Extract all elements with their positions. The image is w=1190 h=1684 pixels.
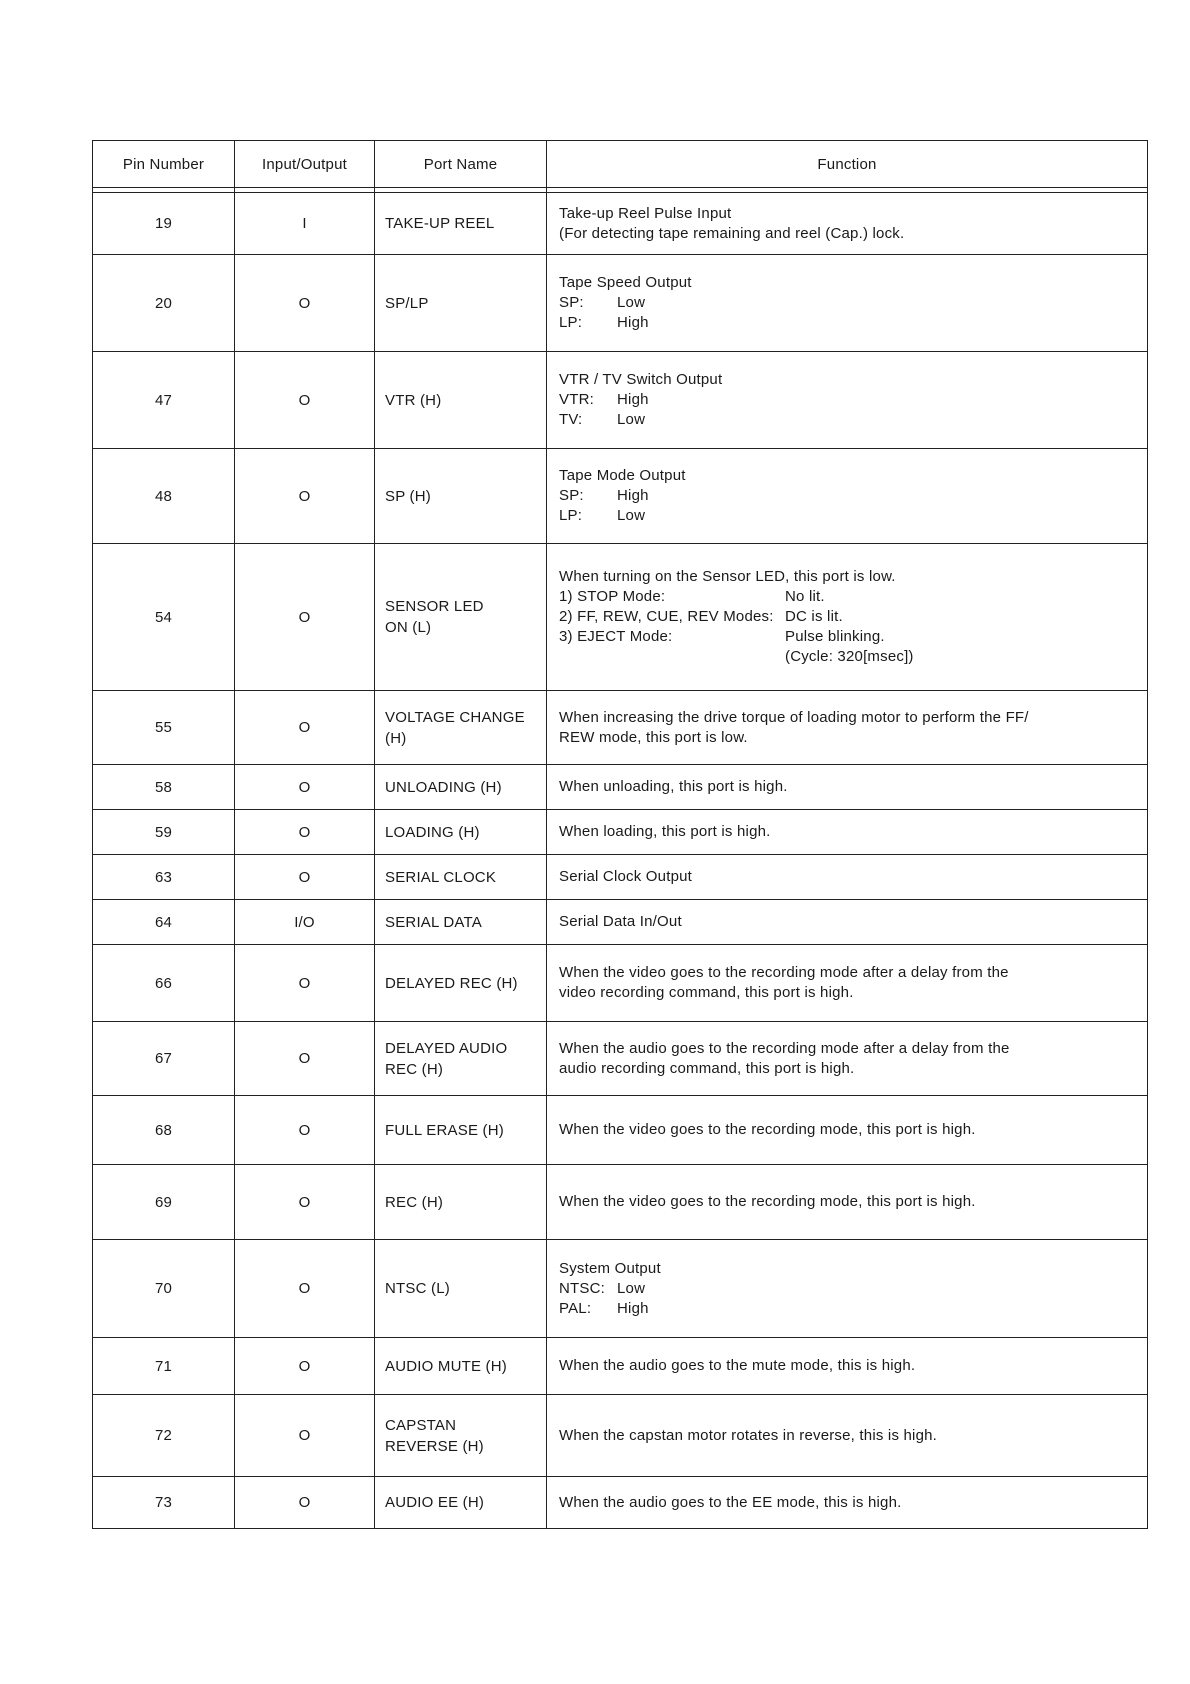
port-name-line: SENSOR LED	[385, 598, 484, 615]
table-row	[93, 449, 1148, 544]
io-type: O	[235, 691, 375, 765]
function-cell	[547, 810, 1148, 855]
function-line: When the capstan motor rotates in reverse, this is high.	[559, 1426, 938, 1444]
pair-key: 1) STOP Mode:	[559, 588, 666, 605]
table-row	[93, 1338, 1148, 1395]
port-name: LOADING (H)	[375, 810, 547, 855]
function-line: Serial Data In/Out	[559, 913, 682, 930]
io-type: O	[235, 352, 375, 449]
port-name: SP (H)	[375, 449, 547, 544]
function-line: When increasing the drive torque of loading motor to perform the FF/	[559, 708, 1029, 726]
function-line: When the audio goes to the recording mode after a delay from the	[559, 1039, 1010, 1057]
table-row	[93, 900, 1148, 945]
port-name: SERIAL CLOCK	[375, 855, 547, 900]
table-row	[93, 544, 1148, 691]
function-title: VTR / TV Switch Output	[559, 371, 723, 388]
header-port-name: Port Name	[375, 141, 547, 188]
io-type: I	[235, 193, 375, 255]
pair-key: VTR:	[559, 391, 594, 408]
table-row	[93, 765, 1148, 810]
table-row	[93, 855, 1148, 900]
pair-value: Low	[617, 507, 646, 524]
function-title: System Output	[559, 1259, 661, 1277]
io-type: O	[235, 855, 375, 900]
pair-value: High	[617, 1299, 649, 1317]
function-line: video recording command, this port is high.	[559, 984, 854, 1001]
io-type: O	[235, 449, 375, 544]
table-row	[93, 255, 1148, 352]
function-line: When the video goes to the recording mode after a delay from the	[559, 964, 1009, 981]
io-type: O	[235, 1022, 375, 1096]
function-pair	[559, 627, 1137, 647]
function-line: When unloading, this port is high.	[559, 778, 788, 795]
function-cell	[547, 449, 1148, 544]
function-line: When the video goes to the recording mode, this port is high.	[559, 1121, 976, 1138]
function-pair	[559, 1299, 1137, 1319]
table-row	[93, 691, 1148, 765]
pair-key: TV:	[559, 411, 583, 428]
table-row	[93, 810, 1148, 855]
function-pair	[559, 293, 1137, 313]
function-title: When turning on the Sensor LED, this port is low.	[559, 568, 896, 585]
pin-number: 59	[93, 810, 235, 855]
pair-value: Low	[617, 411, 646, 428]
io-type: I/O	[235, 900, 375, 945]
pin-number: 69	[93, 1165, 235, 1240]
function-line: Serial Clock Output	[559, 868, 693, 885]
port-name-line: VOLTAGE CHANGE	[385, 708, 525, 726]
port-name: FULL ERASE (H)	[375, 1096, 547, 1165]
table-row	[93, 1240, 1148, 1338]
pin-number: 71	[93, 1338, 235, 1395]
function-cell	[547, 1165, 1148, 1240]
port-name-line: REC (H)	[385, 1060, 444, 1078]
pin-number: 54	[93, 544, 235, 691]
port-name	[375, 691, 547, 765]
io-type: O	[235, 810, 375, 855]
io-type: O	[235, 1395, 375, 1477]
port-name-line: ON (L)	[385, 619, 432, 636]
table-row	[93, 945, 1148, 1022]
function-cell	[547, 1240, 1148, 1338]
function-line: Take-up Reel Pulse Input	[559, 204, 732, 222]
io-type: O	[235, 1096, 375, 1165]
pair-key: PAL:	[559, 1299, 592, 1317]
table-row	[93, 1165, 1148, 1240]
port-name: NTSC (L)	[375, 1240, 547, 1338]
function-line: When loading, this port is high.	[559, 823, 771, 840]
io-type: O	[235, 544, 375, 691]
pin-number: 20	[93, 255, 235, 352]
pin-number: 48	[93, 449, 235, 544]
table-row	[93, 1096, 1148, 1165]
table-row	[93, 193, 1148, 255]
io-type: O	[235, 1338, 375, 1395]
function-cell	[547, 1096, 1148, 1165]
function-cell	[547, 544, 1148, 691]
pin-number: 73	[93, 1477, 235, 1529]
header-function: Function	[547, 141, 1148, 188]
function-cell	[547, 193, 1148, 255]
function-cell	[547, 1395, 1148, 1477]
pin-number: 55	[93, 691, 235, 765]
pin-number: 63	[93, 855, 235, 900]
pin-number: 19	[93, 193, 235, 255]
function-pair	[559, 1279, 1137, 1299]
function-line: audio recording command, this port is high.	[559, 1059, 855, 1077]
function-pair	[559, 410, 1137, 430]
function-pair	[559, 313, 1137, 333]
table-header-row	[93, 141, 1148, 188]
pair-key: 2) FF, REW, CUE, REV Modes:	[559, 608, 774, 625]
pin-number: 68	[93, 1096, 235, 1165]
port-name: DELAYED REC (H)	[375, 945, 547, 1022]
port-name: AUDIO EE (H)	[375, 1477, 547, 1529]
pin-number: 64	[93, 900, 235, 945]
pair-key: LP:	[559, 314, 583, 331]
pin-number: 72	[93, 1395, 235, 1477]
pair-key: SP:	[559, 294, 584, 311]
function-cell	[547, 255, 1148, 352]
function-note: (Cycle: 320[msec])	[785, 648, 914, 665]
function-line: When the video goes to the recording mode, this port is high.	[559, 1193, 976, 1210]
function-cell	[547, 1477, 1148, 1529]
pair-key: SP:	[559, 487, 584, 504]
io-type: O	[235, 1477, 375, 1529]
pin-number: 70	[93, 1240, 235, 1338]
table-row	[93, 1022, 1148, 1096]
function-line: (For detecting tape remaining and reel (Cap.) lock.	[559, 224, 905, 242]
function-pair	[559, 607, 1137, 627]
function-line: When the audio goes to the EE mode, this is high.	[559, 1493, 902, 1511]
port-name-line: (H)	[385, 729, 407, 747]
port-name: REC (H)	[375, 1165, 547, 1240]
port-name: VTR (H)	[375, 352, 547, 449]
function-cell	[547, 945, 1148, 1022]
header-pin-number: Pin Number	[93, 141, 235, 188]
port-name	[375, 1022, 547, 1096]
function-title: Tape Mode Output	[559, 467, 686, 484]
port-name	[375, 1395, 547, 1477]
pair-value: Low	[617, 1279, 646, 1297]
pair-value: Low	[617, 294, 646, 311]
function-pair	[559, 486, 1137, 506]
function-cell	[547, 1338, 1148, 1395]
function-line: When the audio goes to the mute mode, this is high.	[559, 1357, 916, 1374]
function-cell	[547, 900, 1148, 945]
pair-key: LP:	[559, 507, 583, 524]
function-pair	[559, 390, 1137, 410]
port-name-line: CAPSTAN	[385, 1416, 457, 1434]
function-cell	[547, 691, 1148, 765]
io-type: O	[235, 255, 375, 352]
table-row	[93, 352, 1148, 449]
port-name: TAKE-UP REEL	[375, 193, 547, 255]
function-pair	[559, 506, 1137, 526]
pin-number: 47	[93, 352, 235, 449]
pair-value: Pulse blinking.	[785, 628, 885, 645]
pair-key: 3) EJECT Mode:	[559, 628, 673, 645]
pair-value: High	[617, 314, 649, 331]
pair-value: DC is lit.	[785, 608, 843, 625]
function-title: Tape Speed Output	[559, 274, 692, 291]
function-pair	[559, 587, 1137, 607]
pin-number: 67	[93, 1022, 235, 1096]
port-name-line: DELAYED AUDIO	[385, 1039, 508, 1057]
function-cell	[547, 855, 1148, 900]
table-row	[93, 1477, 1148, 1529]
port-name: UNLOADING (H)	[375, 765, 547, 810]
function-line: REW mode, this port is low.	[559, 728, 748, 746]
header-input-output: Input/Output	[235, 141, 375, 188]
function-cell	[547, 1022, 1148, 1096]
function-cell	[547, 352, 1148, 449]
io-type: O	[235, 765, 375, 810]
table-row	[93, 1395, 1148, 1477]
port-name	[375, 544, 547, 691]
pair-value: No lit.	[785, 588, 825, 605]
pair-value: High	[617, 391, 649, 408]
io-type: O	[235, 1165, 375, 1240]
pair-key: NTSC:	[559, 1279, 605, 1297]
port-name: SP/LP	[375, 255, 547, 352]
io-type: O	[235, 945, 375, 1022]
function-cell	[547, 765, 1148, 810]
io-type: O	[235, 1240, 375, 1338]
pin-function-table	[92, 140, 1148, 1529]
port-name-line: REVERSE (H)	[385, 1437, 484, 1455]
port-name: SERIAL DATA	[375, 900, 547, 945]
port-name: AUDIO MUTE (H)	[375, 1338, 547, 1395]
pin-number: 58	[93, 765, 235, 810]
pair-value: High	[617, 487, 649, 504]
pin-number: 66	[93, 945, 235, 1022]
